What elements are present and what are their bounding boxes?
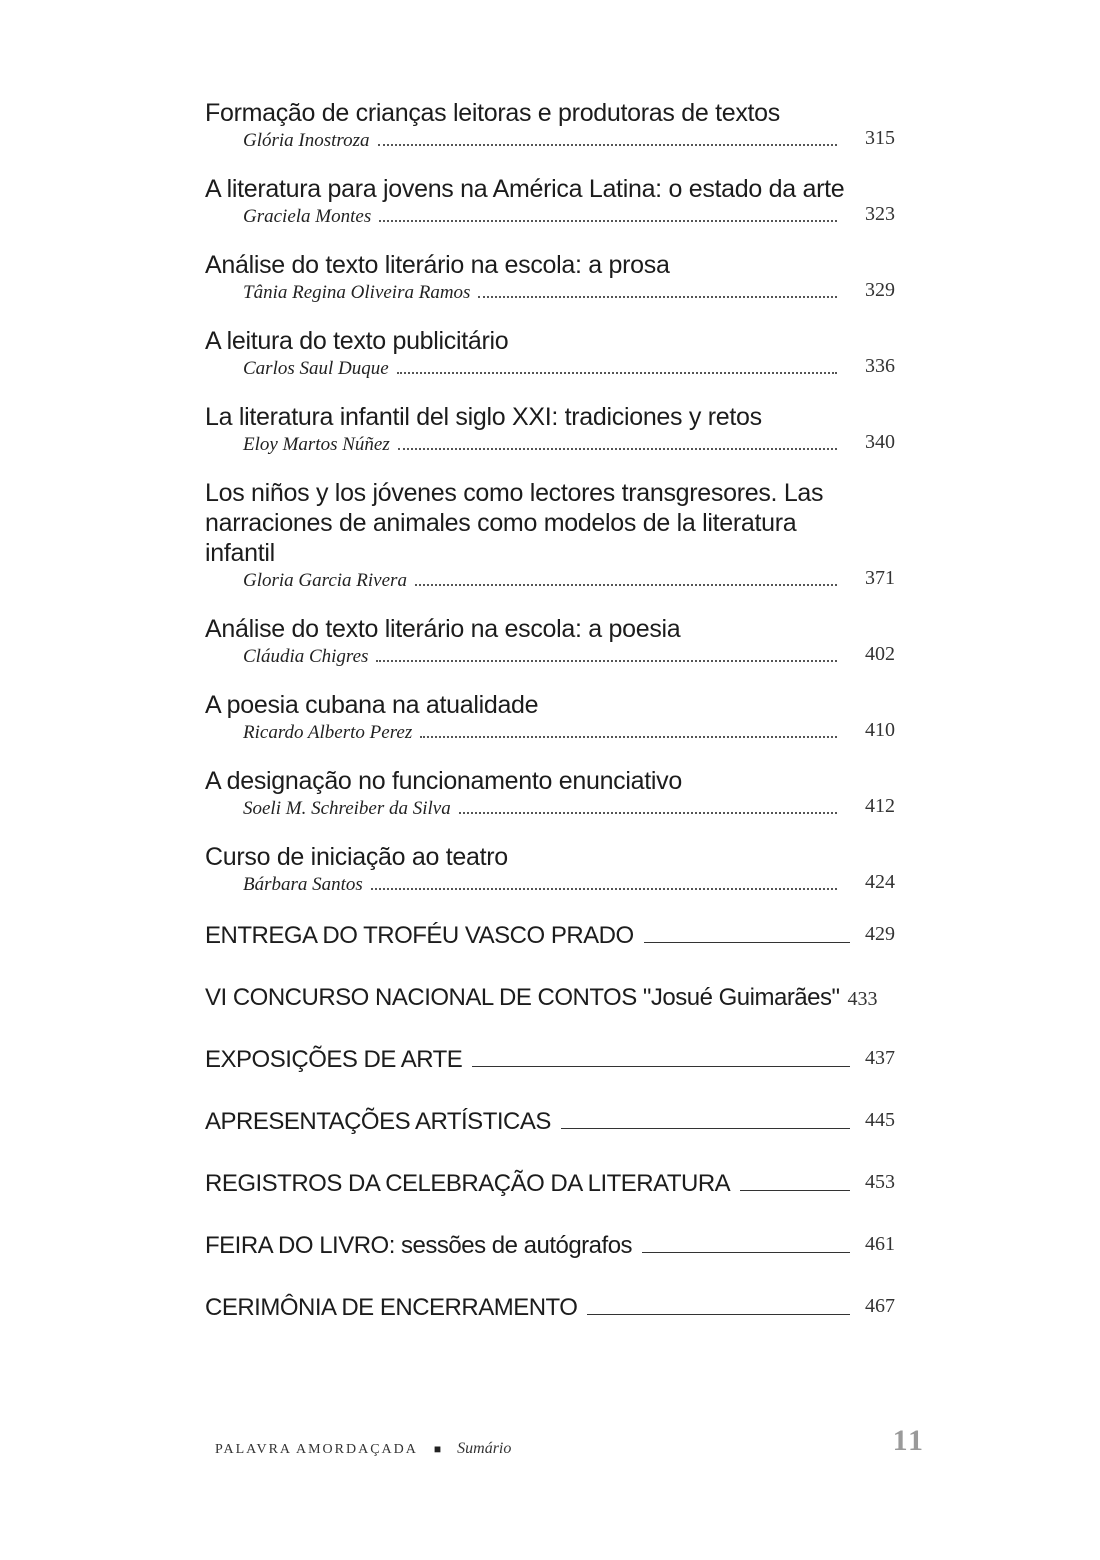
entry-title: Formação de crianças leitoras e produtoras de textos	[205, 99, 780, 127]
section-title: APRESENTAÇÕES ARTÍSTICAS	[205, 1108, 551, 1135]
entry-title: Análise do texto literário na escola: a poesia	[205, 615, 681, 643]
toc-section	[205, 1170, 905, 1198]
entry-author: Glória Inostroza	[243, 130, 370, 151]
entry-author-line	[243, 434, 843, 456]
entry-page-number: 336	[865, 355, 895, 377]
toc-sections	[205, 922, 915, 1322]
entry-page-number: 371	[865, 567, 895, 589]
entry-author: Eloy Martos Núñez	[243, 434, 390, 455]
entry-title: A leitura do texto publicitário	[205, 327, 509, 355]
dot-leader	[378, 144, 837, 146]
dot-leader	[459, 812, 837, 814]
entry-author-line	[243, 722, 843, 744]
section-leader-rule	[472, 1066, 850, 1067]
toc-section	[205, 1294, 905, 1322]
toc-entry	[205, 842, 915, 896]
entry-title: Curso de iniciação ao teatro	[205, 843, 508, 871]
toc-section	[205, 1046, 905, 1074]
entry-author: Cláudia Chigres	[243, 646, 369, 667]
entry-author: Graciela Montes	[243, 206, 372, 227]
section-title: FEIRA DO LIVRO: sessões de autógrafos	[205, 1232, 633, 1259]
entry-page-number: 424	[865, 871, 895, 893]
entry-author: Bárbara Santos	[243, 874, 363, 895]
entry-author-line	[243, 798, 843, 820]
table-of-contents	[205, 98, 915, 1356]
entry-page-number: 410	[865, 719, 895, 741]
toc-section	[205, 1232, 905, 1260]
entry-page-number: 329	[865, 279, 895, 301]
dot-leader	[415, 584, 837, 586]
entry-author-line	[243, 358, 843, 380]
entry-title: A designação no funcionamento enunciativo	[205, 767, 682, 795]
entry-title: A poesia cubana na atualidade	[205, 691, 539, 719]
entry-page-number: 340	[865, 431, 895, 453]
footer-section-name: Sumário	[457, 1440, 512, 1457]
entry-author: Carlos Saul Duque	[243, 358, 389, 379]
entry-author-line	[243, 282, 843, 304]
page-number: 11	[892, 1424, 925, 1457]
toc-section	[205, 984, 905, 1012]
entry-page-number: 315	[865, 127, 895, 149]
toc-entry	[205, 326, 915, 380]
page-footer	[215, 1424, 925, 1458]
section-page-number: 461	[865, 1233, 895, 1255]
section-leader-rule	[740, 1190, 850, 1191]
toc-section	[205, 1108, 905, 1136]
entry-title: Los niños y los jóvenes como lectores transgresores. Las narraciones de animales como modelos de la literatura infantil	[205, 479, 824, 567]
footer-journal-title: PALAVRA AMORDAÇADA	[215, 1442, 418, 1457]
dot-leader	[371, 888, 837, 890]
footer-separator: ■	[433, 1442, 442, 1456]
section-title: EXPOSIÇÕES DE ARTE	[205, 1046, 463, 1073]
section-leader-rule	[644, 942, 850, 943]
toc-entry	[205, 766, 915, 820]
dot-leader	[398, 448, 837, 450]
toc-entry	[205, 402, 915, 456]
section-page-number: 429	[865, 923, 895, 945]
toc-entry	[205, 478, 915, 592]
entry-author-line	[243, 570, 843, 592]
toc-section	[205, 922, 905, 950]
section-title: CERIMÔNIA DE ENCERRAMENTO	[205, 1294, 578, 1321]
entry-author-line	[243, 130, 843, 152]
section-page-number: 453	[865, 1171, 895, 1193]
section-leader-rule	[587, 1314, 850, 1315]
dot-leader	[376, 660, 837, 662]
section-title: VI CONCURSO NACIONAL DE CONTOS "Josué Guimarães"	[205, 984, 840, 1011]
entry-author-line	[243, 646, 843, 668]
section-leader-rule	[642, 1252, 850, 1253]
dot-leader	[379, 220, 837, 222]
dot-leader	[478, 296, 837, 298]
entry-author: Gloria Garcia Rivera	[243, 570, 407, 591]
toc-entry	[205, 690, 915, 744]
entry-author: Ricardo Alberto Perez	[243, 722, 413, 743]
entry-author: Soeli M. Schreiber da Silva	[243, 798, 451, 819]
entry-author-line	[243, 874, 843, 896]
entry-page-number: 412	[865, 795, 895, 817]
entry-author-line	[243, 206, 843, 228]
section-page-number: 467	[865, 1295, 895, 1317]
entry-title: A literatura para jovens na América Latina: o estado da arte	[205, 175, 845, 203]
toc-entry	[205, 98, 915, 152]
section-title: REGISTROS DA CELEBRAÇÃO DA LITERATURA	[205, 1170, 731, 1197]
toc-entry	[205, 250, 915, 304]
entry-title: Análise do texto literário na escola: a prosa	[205, 251, 670, 279]
dot-leader	[420, 736, 837, 738]
dot-leader	[397, 372, 837, 374]
entry-page-number: 402	[865, 643, 895, 665]
entry-title: La literatura infantil del siglo XXI: tradiciones y retos	[205, 403, 762, 431]
entry-page-number: 323	[865, 203, 895, 225]
section-title: ENTREGA DO TROFÉU VASCO PRADO	[205, 922, 634, 949]
section-page-number: 437	[865, 1047, 895, 1069]
section-leader-rule	[561, 1128, 850, 1129]
section-page-number: 445	[865, 1109, 895, 1131]
toc-entry	[205, 174, 915, 228]
section-page-number: 433	[847, 988, 878, 1010]
entry-author: Tânia Regina Oliveira Ramos	[243, 282, 471, 303]
toc-entry	[205, 614, 915, 668]
